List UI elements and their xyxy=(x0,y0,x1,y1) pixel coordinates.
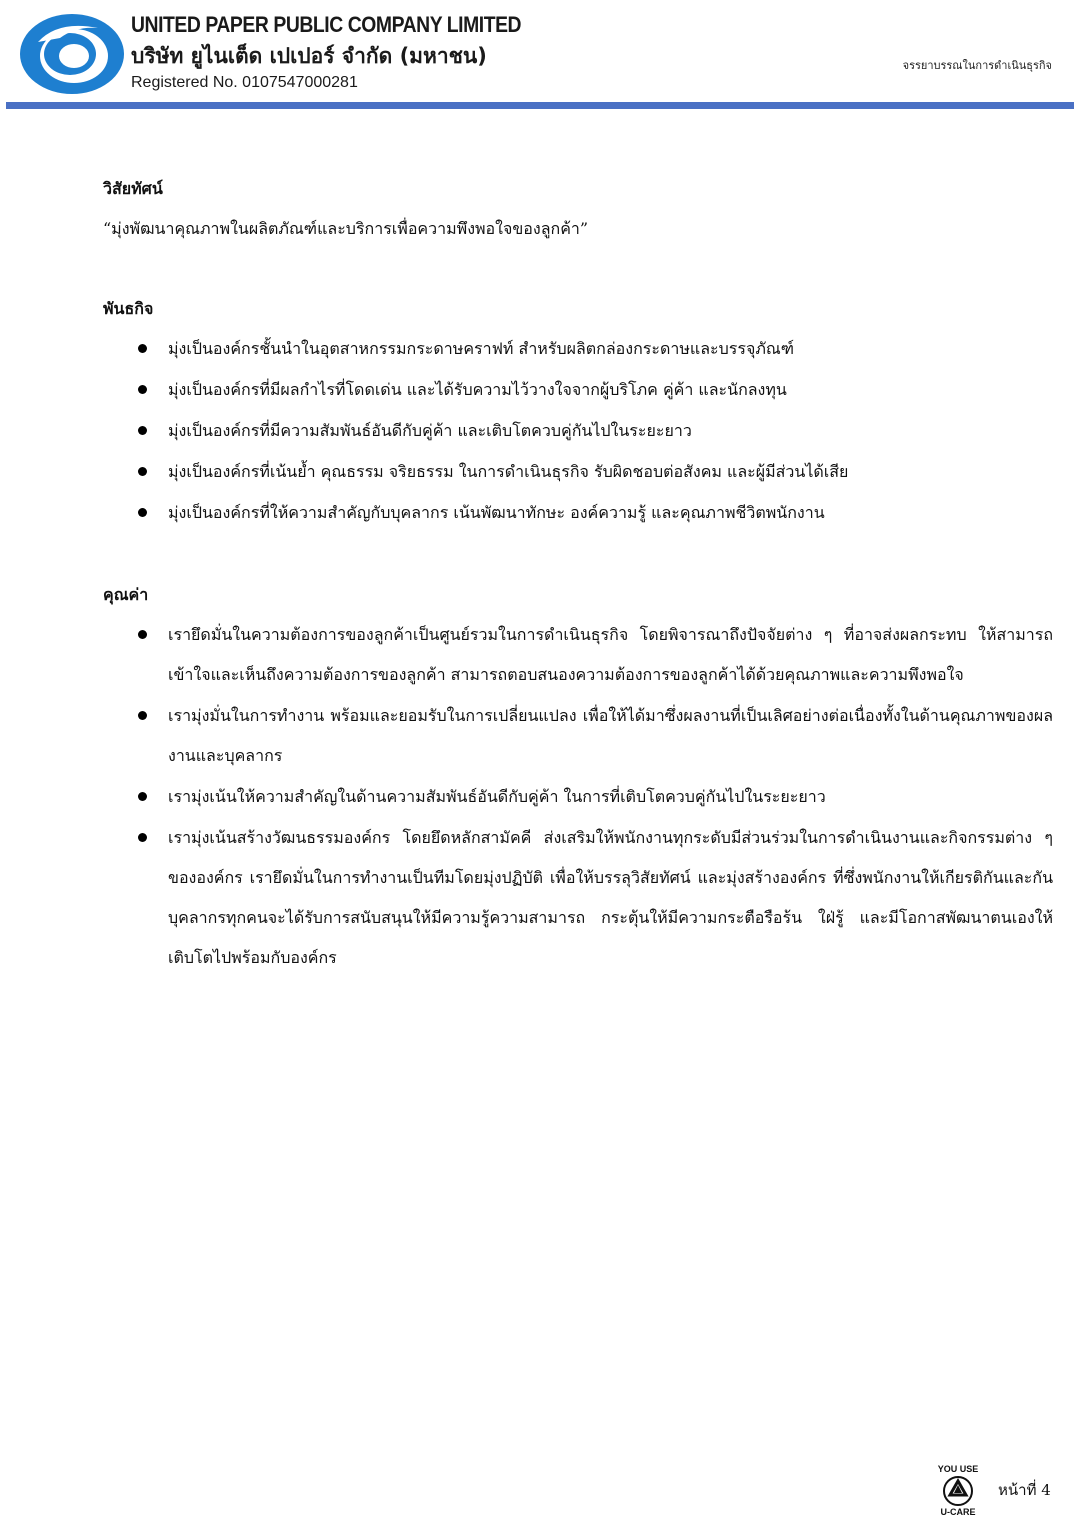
logo-text-bottom: U-CARE xyxy=(940,1507,976,1517)
mission-item xyxy=(103,452,1053,492)
mission-item xyxy=(103,370,1053,410)
bullet-icon xyxy=(138,630,147,639)
values-item xyxy=(103,615,1053,695)
header-rule xyxy=(6,102,1074,109)
logo-text-top: YOU USE xyxy=(937,1464,979,1474)
mission-item xyxy=(103,411,1053,451)
values-item xyxy=(103,818,1053,978)
page-header xyxy=(0,0,1082,112)
vision-text: “มุ่งพัฒนาคุณภาพในผลิตภัณฑ์และบริการเพื่อความพึงพอใจของลูกค้า” xyxy=(103,219,589,238)
values-item-text: เรายึดมั่นในความต้องการของลูกค้าเป็นศูนย์รวมในการดำเนินธุรกิจ โดยพิจารณาถึงปัจจัยต่าง ๆ ที่อาจส่งผลกระทบ ให้สามารถเข้าใจและเห็นถึงความต้องการของลูกค้า สามารถตอบสนองความต้องการของลูกค้าได้ด้วยคุณภาพและความพึงพอใจ xyxy=(168,625,1053,684)
mission-item xyxy=(103,493,1053,533)
mission-item-text: มุ่งเป็นองค์กรชั้นนำในอุตสาหกรรมกระดาษคราฟท์ สำหรับผลิตกล่องกระดาษและบรรจุภัณฑ์ xyxy=(168,339,794,358)
values-item xyxy=(103,696,1053,776)
page-number: หน้าที่ 4 xyxy=(998,1481,1051,1499)
mission-heading: พันธกิจ xyxy=(103,299,154,318)
values-heading: คุณค่า xyxy=(103,585,149,604)
values-item-text: เรามุ่งมั่นในการทำงาน พร้อมและยอมรับในการเปลี่ยนแปลง เพื่อให้ได้มาซึ่งผลงานที่เป็นเลิศอย่างต่อเนื่องทั้งในด้านคุณภาพของผลงานและบุคลากร xyxy=(168,706,1053,765)
bullet-icon xyxy=(138,344,147,353)
values-item xyxy=(103,777,1053,817)
values-item-text: เรามุ่งเน้นให้ความสำคัญในด้านความสัมพันธ์อันดีกับคู่ค้า ในการที่เติบโตควบคู่กันไปในระยะยาว xyxy=(168,787,826,806)
values-item-text: เรามุ่งเน้นสร้างวัฒนธรรมองค์กร โดยยึดหลักสามัคคี ส่งเสริมให้พนักงานทุกระดับมีส่วนร่วมในการดำเนินงานและกิจกรรมต่าง ๆ ขององค์กร เรายึดมั่นในการทำงานเป็นทีมโดยมุ่งปฏิบัติ เพื่อให้บรรลุวิสัยทัศน์ และมุ่งสร้างองค์กร ที่ซึ่งพนักงานให้เกียรติกันและกัน บุคลากรทุกคนจะได้รับการสนับสนุนให้มีความรู้ความสามารถ กระตุ้นให้มีความกระตือรือร้น ใฝ่รู้ และมีโอกาสพัฒนาตนเองให้เติบโตไปพร้อมกับองค์กร xyxy=(168,828,1053,967)
bullet-icon xyxy=(138,711,147,720)
bullet-icon xyxy=(138,833,147,842)
bullet-icon xyxy=(138,426,147,435)
bullet-icon xyxy=(138,467,147,476)
bullet-icon xyxy=(138,385,147,394)
bullet-icon xyxy=(138,792,147,801)
mission-item-text: มุ่งเป็นองค์กรที่มีผลกำไรที่โดดเด่น และได้รับความไว้วางใจจากผู้บริโภค คู่ค้า และนักลงทุน xyxy=(168,380,787,399)
company-name-th: บริษัท ยูไนเต็ด เปเปอร์ จำกัด (มหาชน) xyxy=(131,44,487,68)
document-title: จรรยาบรรณในการดำเนินธุรกิจ xyxy=(902,59,1052,72)
vision-heading: วิสัยทัศน์ xyxy=(103,179,163,198)
mission-item-text: มุ่งเป็นองค์กรที่เน้นย้ำ คุณธรรม จริยธรรม ในการดำเนินธุรกิจ รับผิดชอบต่อสังคม และผู้มีส่วนได้เสีย xyxy=(168,462,849,481)
united-paper-logo-icon xyxy=(18,12,126,96)
bullet-icon xyxy=(138,508,147,517)
company-name-en: UNITED PAPER PUBLIC COMPANY LIMITED xyxy=(131,12,522,37)
mission-item xyxy=(103,329,1053,369)
mission-list xyxy=(103,329,1053,534)
u-care-recycle-logo-icon xyxy=(930,1462,986,1518)
mission-item-text: มุ่งเป็นองค์กรที่ให้ความสำคัญกับบุคลากร เน้นพัฒนาทักษะ องค์ความรู้ และคุณภาพชีวิตพนักงาน xyxy=(168,503,825,522)
mission-item-text: มุ่งเป็นองค์กรที่มีความสัมพันธ์อันดีกับคู่ค้า และเติบโตควบคู่กันไปในระยะยาว xyxy=(168,421,692,440)
values-list xyxy=(103,615,1053,979)
registered-number: Registered No. 0107547000281 xyxy=(131,74,358,91)
